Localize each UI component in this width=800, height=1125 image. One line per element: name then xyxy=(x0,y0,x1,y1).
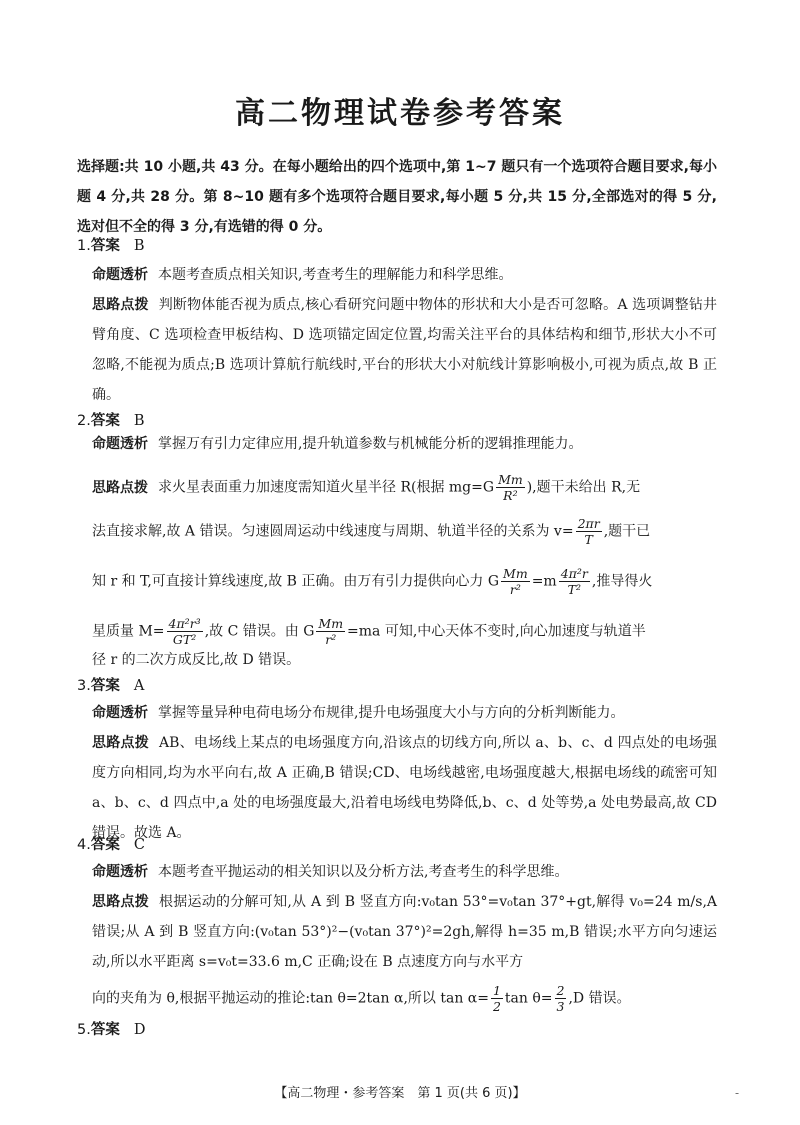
intent-label: 命题透析 xyxy=(92,267,148,283)
section-intro: 选择题:共 10 小题,共 43 分。在每小题给出的四个选项中,第 1~7 题只有一个选项符合题目要求,每小题 4 分,共 28 分。第 8~10 题有多个选项符合题目要求,每小题 5 分,共 15 分,全部选对的得 5 分,选对但不全的得 3 分,有选错的得 0 分。 xyxy=(77,159,717,235)
fraction: $\frac{Mm}{\text{R²}}$ xyxy=(498,472,523,503)
q1-hint-text: 判断物体能否视为质点,核心看研究问题中物体的形状和大小是否可忽略。A 选项调整钻井臂角度、C 选项检查甲板结构、D 选项锚定固定位置,均需关注平台的具体结构和细节,形状大小不可忽略,不能视为质点;B 选项计算航行航线时,平台的形状大小对航线计算影响极小,可视为质点,故 B 正确。 xyxy=(92,297,718,403)
fraction: $\frac{Mm}{\text{r²}}$ xyxy=(503,566,528,597)
q4-intent-text: 本题考查平抛运动的相关知识以及分析方法,考查考生的科学思维。 xyxy=(158,864,569,880)
q2-hint-line-1: 思路点拨 求火星表面重力加速度需知道火星半径 R(根据 mg=G $\frac{Mm}{\text{R²}}$ ),题干未给出 R,无 xyxy=(92,472,641,503)
q4-hint-text: 根据运动的分解可知,从 A 到 B 竖直方向:v₀tan 53°=v₀tan 37°+gt,解得 v₀=24 m/s,A 错误;从 A 到 B 竖直方向:(v₀tan 53°)²−(v₀tan 37°)²=2gh,解得 h=35 m,B 错误;水平方向匀速运动,所以水平距离 s=v₀t=33.6 m,C 正确;设在 B 点速度方向与水平方 xyxy=(92,894,718,970)
q5-answer-line xyxy=(77,1020,145,1040)
intent-label: 命题透析 xyxy=(92,436,148,452)
q4-hint xyxy=(92,887,717,977)
q2-hint-line-3: 知 r 和 T,可直接计算线速度,故 B 正确。由万有引力提供向心力 G $\frac{Mm}{\text{r²}}$ =m $\frac{\text{4π²r}}{\text{T²}}$ ,推导得火 xyxy=(92,566,653,597)
q5-number: 5. xyxy=(77,1022,91,1038)
hint-label: 思路点拨 xyxy=(92,894,150,910)
hint-label: 思路点拨 xyxy=(92,297,149,313)
q2-intent-text: 掌握万有引力定律应用,提升轨道参数与机械能分析的逻辑推理能力。 xyxy=(158,436,583,452)
q1-answer: B xyxy=(133,238,145,254)
fraction: $\frac{\text{4π²r}}{\text{T²}}$ xyxy=(560,566,588,597)
q4-intent xyxy=(92,857,717,887)
answer-label: 答案 xyxy=(90,678,120,694)
q3-intent-text: 掌握等量异种电荷电场分布规律,提升电场强度大小与方向的分析判断能力。 xyxy=(158,705,625,721)
q4-hint-last-line: 向的夹角为 θ,根据平抛运动的推论:tan θ=2tan α,所以 tan α= $\frac{1}{2}$ tan θ= $\frac{2}{3}$ ,D 错误。 xyxy=(92,983,631,1014)
q2-intent xyxy=(92,432,717,456)
page-footer: 【高二物理・参考答案 第 1 页(共 6 页)】 xyxy=(274,1086,526,1101)
hint-label: 思路点拨 xyxy=(92,735,149,751)
q2-hint-line-2: 法直接求解,故 A 错误。匀速圆周运动中线速度与周期、轨道半径的关系为 v= $\frac{2\pi r}{T}$ ,题干已 xyxy=(92,516,651,547)
answer-label: 答案 xyxy=(90,238,120,254)
q5-answer: D xyxy=(133,1022,146,1038)
q2-answer-line xyxy=(77,411,145,431)
fraction: $\frac{1}{2}$ xyxy=(492,983,501,1014)
q3-answer: A xyxy=(133,678,145,694)
q1-intent xyxy=(92,260,717,290)
q3-intent xyxy=(92,698,717,728)
answer-label: 答案 xyxy=(90,413,120,429)
corner-mark: - xyxy=(735,1086,740,1100)
page-title: 高二物理试卷参考答案 xyxy=(235,96,565,131)
q4-number: 4. xyxy=(77,837,91,853)
answer-label: 答案 xyxy=(90,1022,120,1038)
q1-number: 1. xyxy=(77,238,91,254)
q2-number: 2. xyxy=(77,413,91,429)
q1-intent-text: 本题考查质点相关知识,考查考生的理解能力和科学思维。 xyxy=(158,267,513,283)
intent-label: 命题透析 xyxy=(92,705,148,721)
intent-label: 命题透析 xyxy=(92,864,148,880)
q3-hint xyxy=(92,728,717,848)
q4-answer: C xyxy=(133,837,145,853)
fraction: $\frac{Mm}{\text{r²}}$ xyxy=(318,616,344,647)
q2-hint-line-5: 径 r 的二次方成反比,故 D 错误。 xyxy=(92,652,301,668)
q1-answer-line xyxy=(77,236,145,256)
fraction: $\frac{2}{3}$ xyxy=(556,983,565,1014)
q1-hint xyxy=(92,290,717,410)
q2-hint-line-4: 星质量 M= $\frac{\text{4π²r³}}{\text{GT²}}$ ,故 C 错误。由 G $\frac{Mm}{\text{r²}}$ =ma 可知,中心天体不变时,向心加速度与轨道半 xyxy=(92,616,646,647)
fraction: $\frac{2\pi r}{T}$ xyxy=(577,516,600,547)
q3-hint-text: AB、电场线上某点的电场强度方向,沿该点的切线方向,所以 a、b、c、d 四点处的电场强度方向相同,均为水平向右,故 A 正确,B 错误;CD、电场线越密,电场强度越大,根据电场线的疏密可知 a、b、c、d 四点中,a 处的电场强度最大,沿着电场线电势降低,b、c、d 处等势,a 处电势最高,故 CD 错误。故选 A。 xyxy=(92,735,717,841)
q2-answer: B xyxy=(133,413,145,429)
fraction: $\frac{\text{4π²r³}}{\text{GT²}}$ xyxy=(168,616,201,647)
q4-answer-line xyxy=(77,835,145,855)
q3-number: 3. xyxy=(77,678,91,694)
q3-answer-line xyxy=(77,676,144,696)
hint-label: 思路点拨 xyxy=(92,479,148,496)
answer-label: 答案 xyxy=(90,837,120,853)
